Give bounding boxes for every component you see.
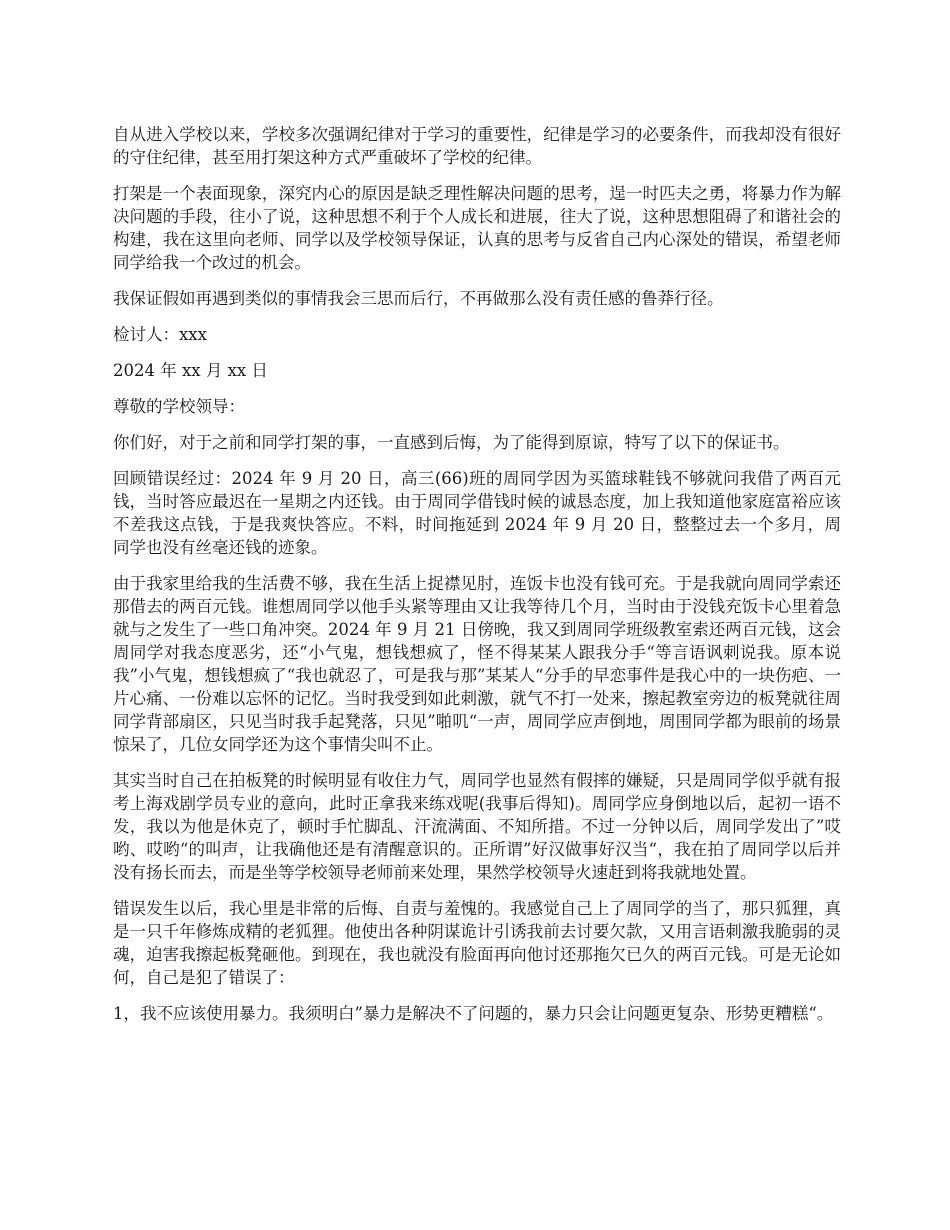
paragraph-aftermath: 其实当时自己在拍板凳的时候明显有收住力气，周同学也显然有假摔的嫌疑，只是周同学似乎就有报考上海戏剧学员专业的意向，此时正拿我来练戏呢(我事后得知)。周同学应身倒地以后，起初一语不发，我以为他是休克了，顿时手忙脚乱、汗流满面、不知所措。不过一分钟以后，周同学发出了”哎哟、哎哟“的叫声，让我确他还是有清醒意识的。正所谓”好汉做事好汉当“，我在拍了周同学以后并没有扬长而去，而是坐等学校领导老师前来处理，果然学校领导火速赶到将我就地处置。 [113, 771, 841, 882]
date-line: 2024 年 xx 月 xx 日 [113, 361, 268, 380]
paragraph-reflection: 打架是一个表面现象，深究内心的原因是缺乏理性解决问题的思考，逞一时匹夫之勇，将暴力作为解决问题的手段，往小了说，这种思想不利于个人成长和进展，往大了说，这种思想阻碍了和谐社会的构建，我在这里向老师、同学以及学校领导保证，认真的思考与反省自己内心深处的错误，希望老师同学给我一个改过的机会。 [113, 184, 841, 272]
salutation: 尊敬的学校领导： [113, 397, 245, 416]
paragraph-regret: 错误发生以后，我心里是非常的后悔、自责与羞愧的。我感觉自己上了周同学的当了，那只狐狸，真是一只千年修炼成精的老狐狸。他使出各种阴谋诡计引诱我前去讨要欠款，又用言语刺激我脆弱的灵魂，迫害我擦起板凳砸他。到现在，我也就没有脸面再向他讨还那拖欠已久的两百元钱。可是无论如何，自己是犯了错误了： [113, 899, 841, 987]
paragraph-promise: 我保证假如再遇到类似的事情我会三思而后行，不再做那么没有责任感的鲁莽行径。 [113, 289, 724, 308]
paragraph-greeting: 你们好，对于之前和同学打架的事，一直感到后悔，为了能得到原谅，特写了以下的保证书。 [113, 433, 790, 452]
paragraph-intro: 自从进入学校以来，学校多次强调纪律对于学习的重要性，纪律是学习的必要条件，而我却没有很好的守住纪律，甚至用打架这种方式严重破坏了学校的纪律。 [113, 125, 841, 167]
document-body [113, 123, 841, 1038]
paragraph-incident: 由于我家里给我的生活费不够，我在生活上捉襟见肘，连饭卡也没有钱可充。于是我就向周同学索还那借去的两百元钱。谁想周同学以他手头紧等理由又让我等待几个月，当时由于没钱充饭卡心里着急就与之发生了一些口角冲突。2024 年 9 月 21 日傍晚，我又到周同学班级教室索还两百元钱，这会周同学对我态度恶劣，还“小气鬼，想钱想疯了，怪不得某某人跟我分手“等言语讽刺说我。原本说我”小气鬼，想钱想疯了“我也就忍了，可是我与那”某某人“分手的早恋事件是我心中的一块伤疤、一片心痛、一份难以忘怀的记忆。当时我受到如此刺激，就气不打一处来，擦起教室旁边的板凳就往周同学背部扇区，只见当时我手起凳落，只见”啪叽“一声，周同学应声倒地，周围同学都为眼前的场景惊呆了，几位女同学还为这个事情尖叫不止。 [113, 574, 841, 754]
paragraph-review: 回顾错误经过：2024 年 9 月 20 日，高三(66)班的周同学因为买篮球鞋钱不够就问我借了两百元钱，当时答应最迟在一星期之内还钱。由于周同学借钱时候的诚恳态度，加上我知道他家庭富裕应该不差我这点钱，于是我爽快答应。不料，时间拖延到 2024 年 9 月 20 日，整整过去一个多月，周同学也没有丝毫还钱的迹象。 [113, 469, 841, 557]
signature-line: 检讨人：xxx [113, 325, 207, 344]
paragraph-point-1: 1，我不应该使用暴力。我须明白”暴力是解决不了问题的，暴力只会让问题更复杂、形势更糟糕“。 [113, 1004, 834, 1023]
